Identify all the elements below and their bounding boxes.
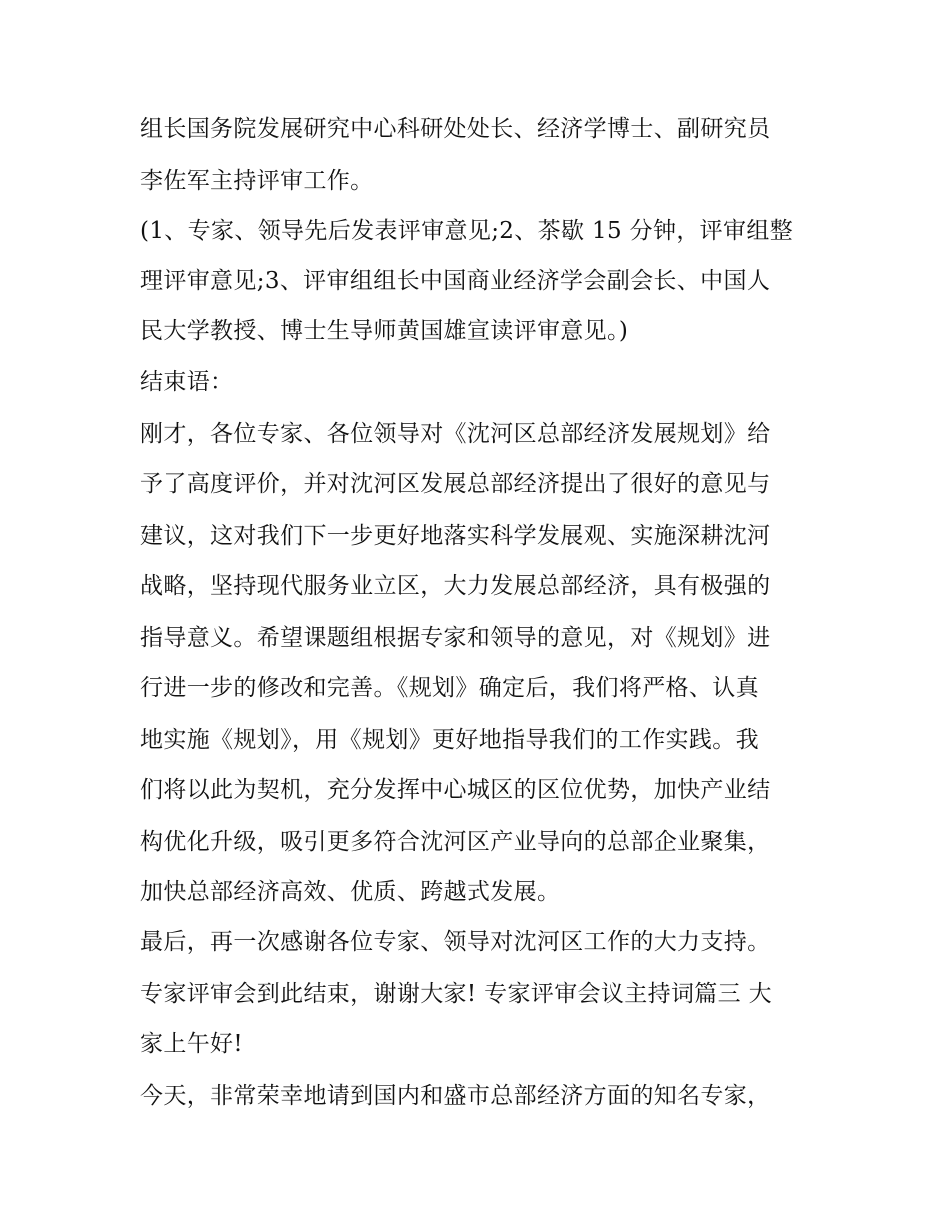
text-line-4: 理评审意见;3、评审组组长中国商业经济学会副会长、中国人 bbox=[140, 268, 771, 294]
text-line-19: 家上午好! bbox=[140, 1031, 243, 1057]
text-line-1: 组长国务院发展研究中心科研处处长、经济学博士、副研究员 bbox=[140, 116, 771, 142]
text-line-10: 战略，坚持现代服务业立区，大力发展总部经济，具有极强的 bbox=[140, 573, 771, 599]
text-line-8: 予了高度评价，并对沈河区发展总部经济提出了很好的意见与 bbox=[140, 471, 771, 497]
text-line-20: 今天，非常荣幸地请到国内和盛市总部经济方面的知名专家， bbox=[140, 1083, 771, 1109]
text-line-11: 指导意义。希望课题组根据专家和领导的意见，对《规划》进 bbox=[140, 625, 771, 651]
text-line-5: 民大学教授、博士生导师黄国雄宣读评审意见。) bbox=[140, 318, 629, 344]
text-line-17: 最后，再一次感谢各位专家、领导对沈河区工作的大力支持。 bbox=[140, 929, 771, 955]
text-line-2: 李佐军主持评审工作。 bbox=[140, 168, 374, 194]
text-line-12: 行进一步的修改和完善。《规划》确定后，我们将严格、认真 bbox=[140, 675, 759, 701]
text-line-16: 加快总部经济高效、优质、跨越式发展。 bbox=[140, 879, 561, 905]
text-line-9: 建议，这对我们下一步更好地落实科学发展观、实施深耕沈河 bbox=[140, 523, 771, 549]
text-line-13: 地实施《规划》，用《规划》更好地指导我们的工作实践。我 bbox=[140, 727, 759, 753]
text-line-14: 们将以此为契机，充分发挥中心城区的区位优势，加快产业结 bbox=[140, 777, 771, 803]
text-line-6: 结束语： bbox=[140, 369, 234, 395]
text-line-15: 构优化升级，吸引更多符合沈河区产业导向的总部企业聚集， bbox=[140, 829, 771, 855]
text-line-7: 刚才，各位专家、各位领导对《沈河区总部经济发展规划》给 bbox=[140, 421, 771, 447]
text-line-3: (1、专家、领导先后发表评审意见;2、茶歇 15 分钟，评审组整 bbox=[140, 218, 794, 244]
text-line-18: 专家评审会到此结束，谢谢大家! 专家评审会议主持词篇三 大 bbox=[140, 981, 773, 1007]
